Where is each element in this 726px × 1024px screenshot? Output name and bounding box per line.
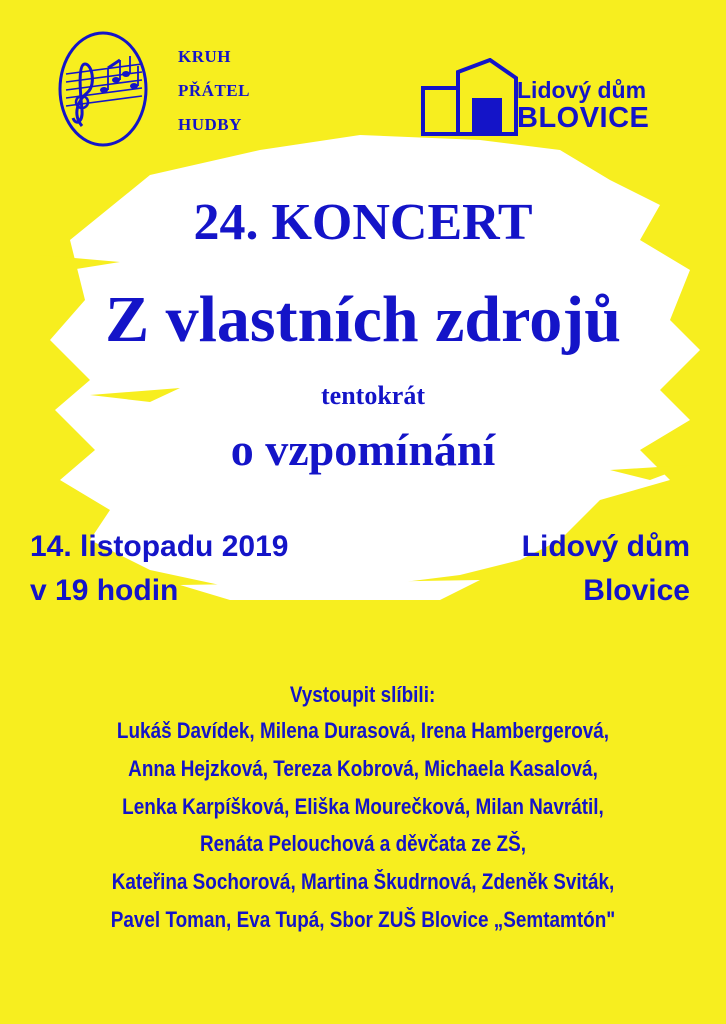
performers-heading bbox=[0, 680, 726, 710]
performers-heading-text: Vystoupit slíbili: bbox=[290, 682, 436, 707]
event-venue-line-2: Blovice bbox=[583, 574, 690, 607]
performers-line: Pavel Toman, Eva Tupá, Sbor ZUŠ Blovice „Semtamtón" bbox=[110, 906, 616, 932]
performers-line: Lukáš Davídek, Milena Durasová, Irena Hambergerová, bbox=[116, 718, 610, 743]
subtitle-small: tentokrát bbox=[321, 381, 425, 410]
house-logo-icon bbox=[420, 58, 518, 136]
event-date: 14. listopadu 2019 bbox=[30, 530, 289, 563]
performers-line: Renáta Pelouchová a děvčata ze ZŠ, bbox=[200, 831, 526, 857]
music-club-line-3: HUDBY bbox=[178, 115, 242, 134]
music-club-name bbox=[178, 40, 250, 142]
event-date-time bbox=[30, 525, 288, 613]
music-club-logo-icon bbox=[58, 30, 148, 148]
event-time: v 19 hodin bbox=[30, 574, 179, 607]
venue-logo-town: BLOVICE bbox=[517, 102, 650, 134]
subtitle-large: o vzpomínání bbox=[230, 424, 496, 475]
performers-line: Lenka Karpíšková, Eliška Mourečková, Milan Navrátil, bbox=[122, 793, 604, 819]
concert-title: Z vlastních zdrojů bbox=[105, 283, 621, 356]
performers-line: Anna Hejzková, Tereza Kobrová, Michaela Kasalová, bbox=[128, 755, 598, 781]
music-club-line-1: KRUH bbox=[178, 47, 231, 66]
performers-line: Kateřina Sochorová, Martina Škudrnová, Zdeněk Sviták, bbox=[111, 869, 615, 895]
event-venue-line-1: Lidový dům bbox=[521, 530, 690, 563]
venue-logo-name: Lidový dům bbox=[517, 77, 647, 103]
performers-list bbox=[0, 712, 726, 939]
concert-number: 24. KONCERT bbox=[193, 194, 533, 251]
venue-logo-text bbox=[517, 78, 649, 133]
music-club-line-2: PŘÁTEL bbox=[178, 81, 250, 100]
event-venue bbox=[522, 525, 690, 613]
